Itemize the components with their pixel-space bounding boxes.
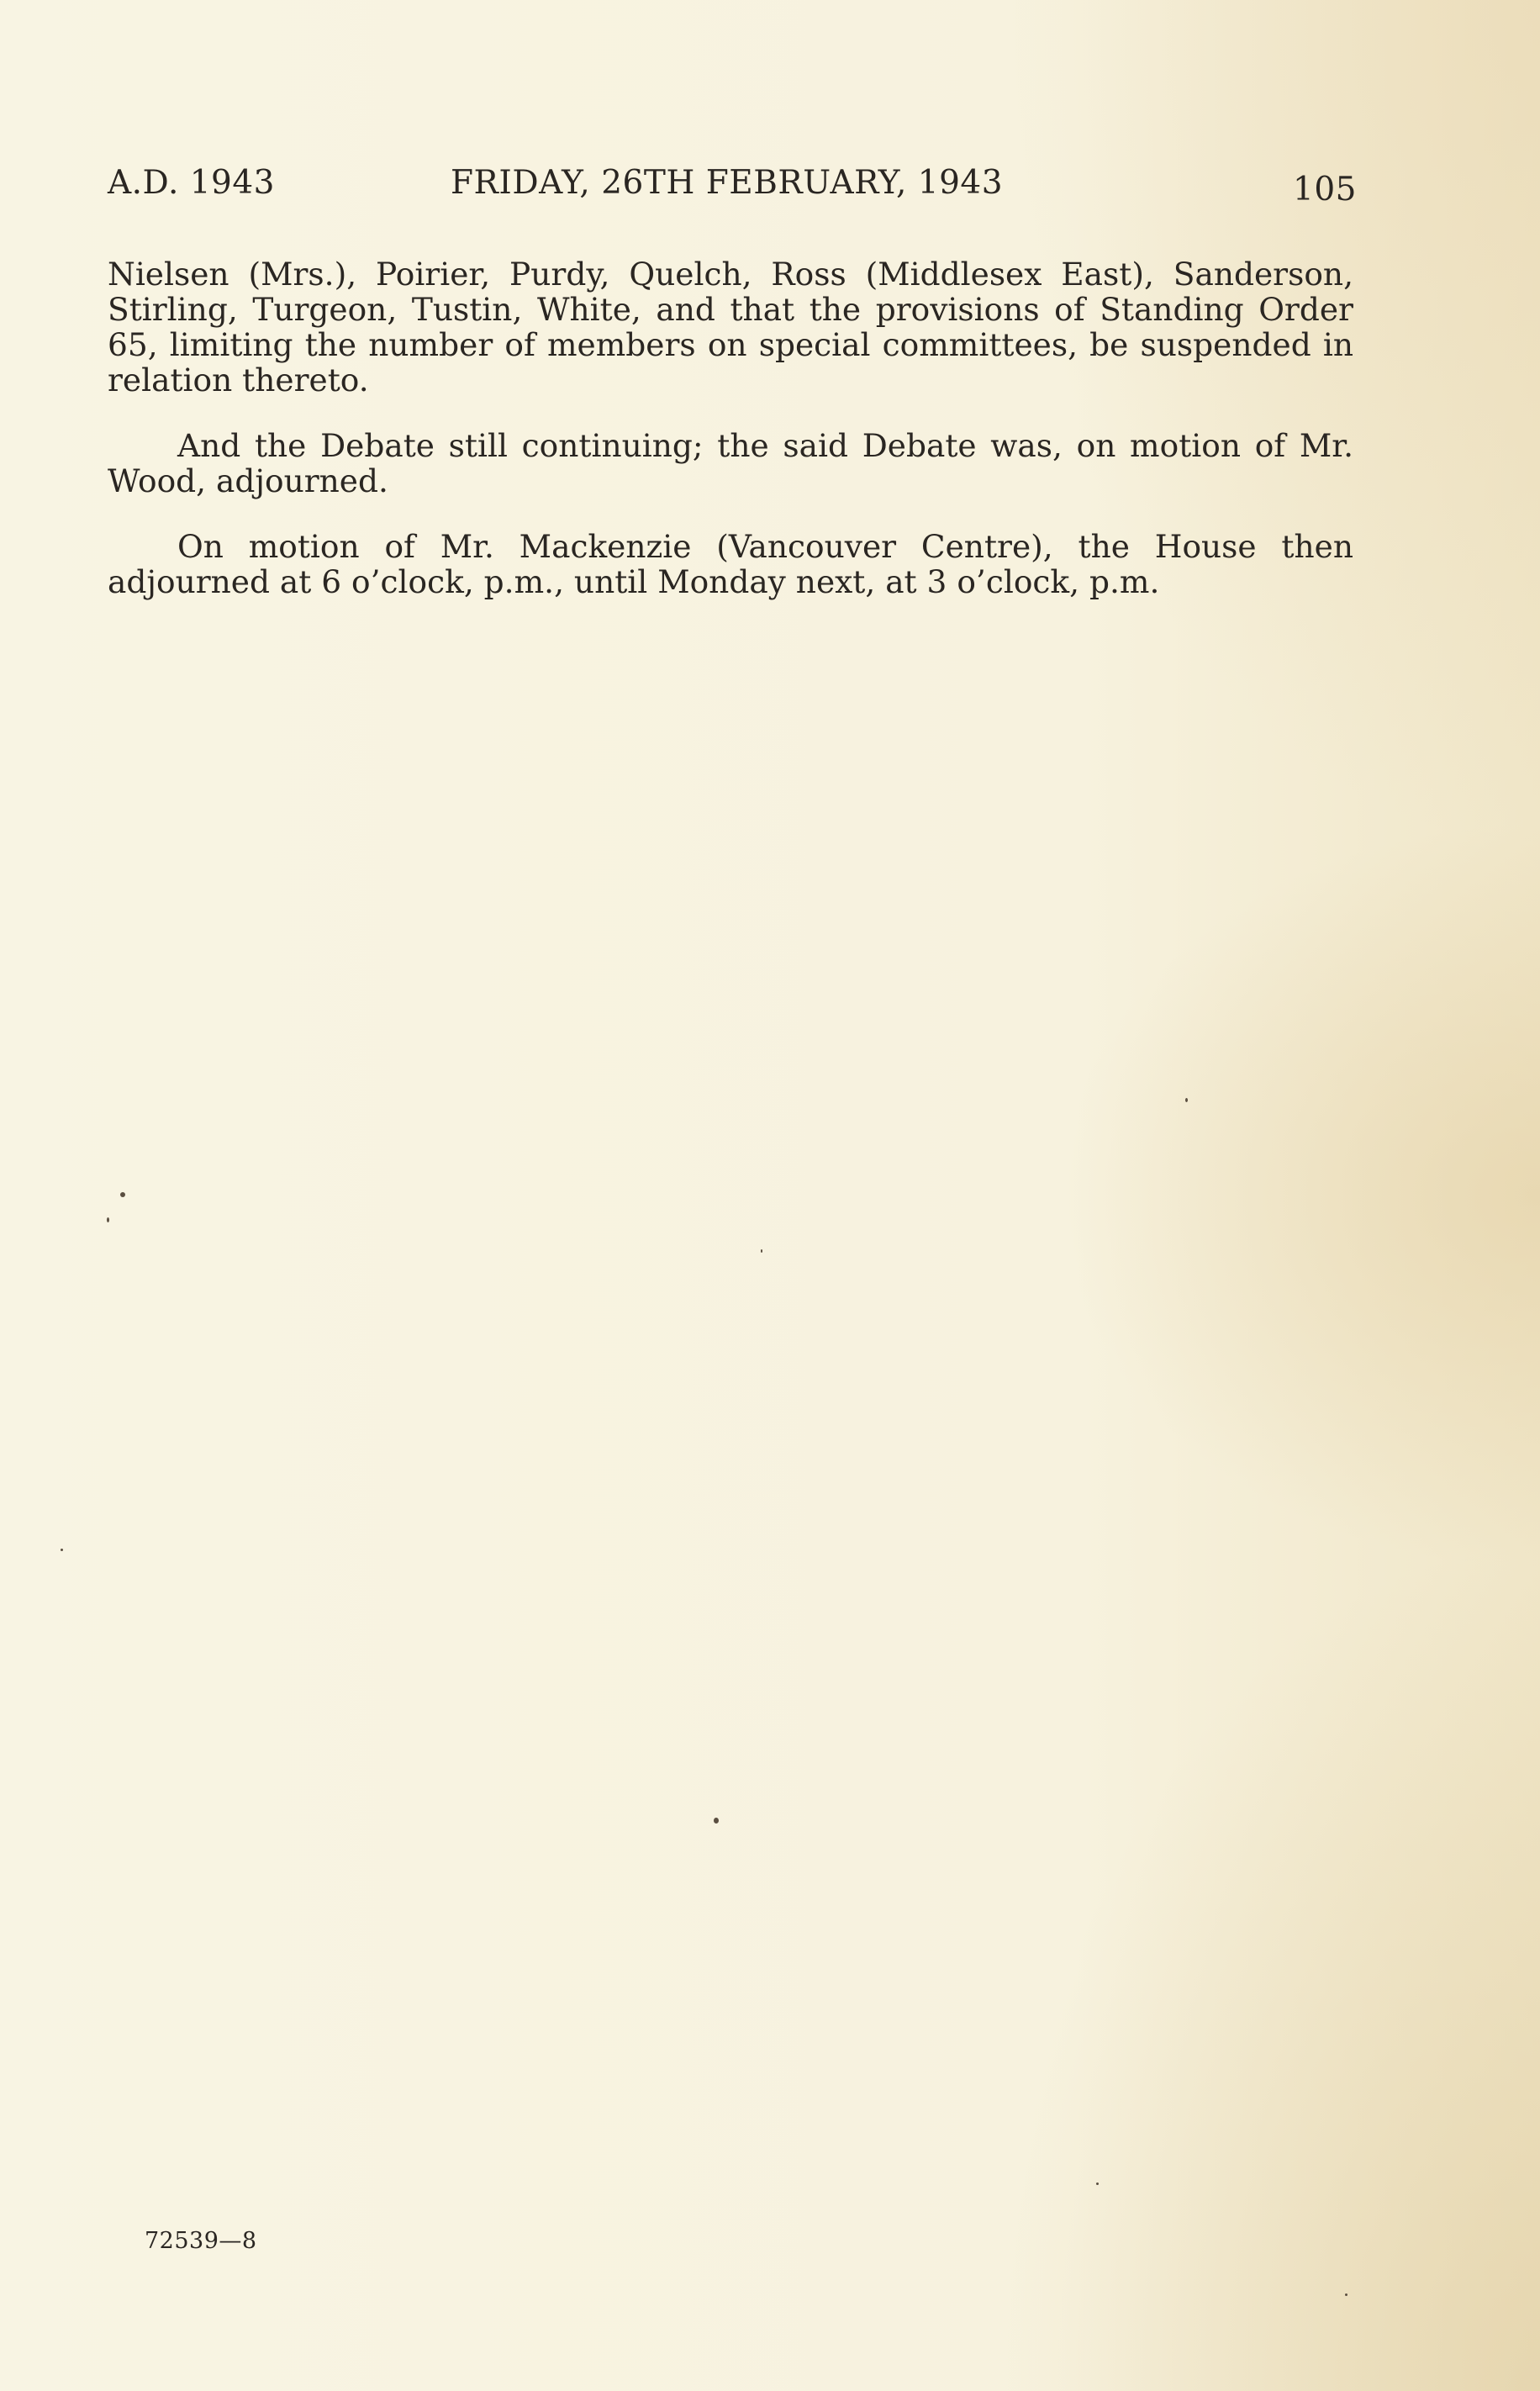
paper-speck <box>1345 2293 1348 2296</box>
header-date: FRIDAY, 26TH FEBRUARY, 1943 <box>451 164 1004 202</box>
page-number: 105 <box>1293 171 1357 208</box>
paragraph-members-list: Nielsen (Mrs.), Poirier, Purdy, Quelch, Ross (Middlesex East), Sanderson, Stirling, Turgeon, Tustin, White, and that the provisions of Standing Order 65, limiting the number of members on special committees, be suspended in relation thereto. <box>108 256 1353 398</box>
journal-body <box>108 256 1353 630</box>
paper-speck <box>61 1549 63 1551</box>
header-year: A.D. 1943 <box>108 164 275 202</box>
paragraph-house-adjourned: On motion of Mr. Mackenzie (Vancouver Centre), the House then adjourned at 6 o’clock, p.m., until Monday next, at 3 o’clock, p.m. <box>108 528 1353 600</box>
running-head <box>108 164 1357 206</box>
paragraph-debate-adjourned: And the Debate still continuing; the said Debate was, on motion of Mr. Wood, adjourned. <box>108 427 1353 499</box>
paper-speck <box>120 1192 125 1197</box>
paper-speck <box>107 1217 109 1222</box>
print-code: 72539—8 <box>145 2228 257 2254</box>
paper-speck <box>1096 2183 1099 2185</box>
paper-speck <box>761 1249 762 1253</box>
paper-speck <box>714 1818 719 1824</box>
paper-speck <box>1185 1098 1188 1102</box>
